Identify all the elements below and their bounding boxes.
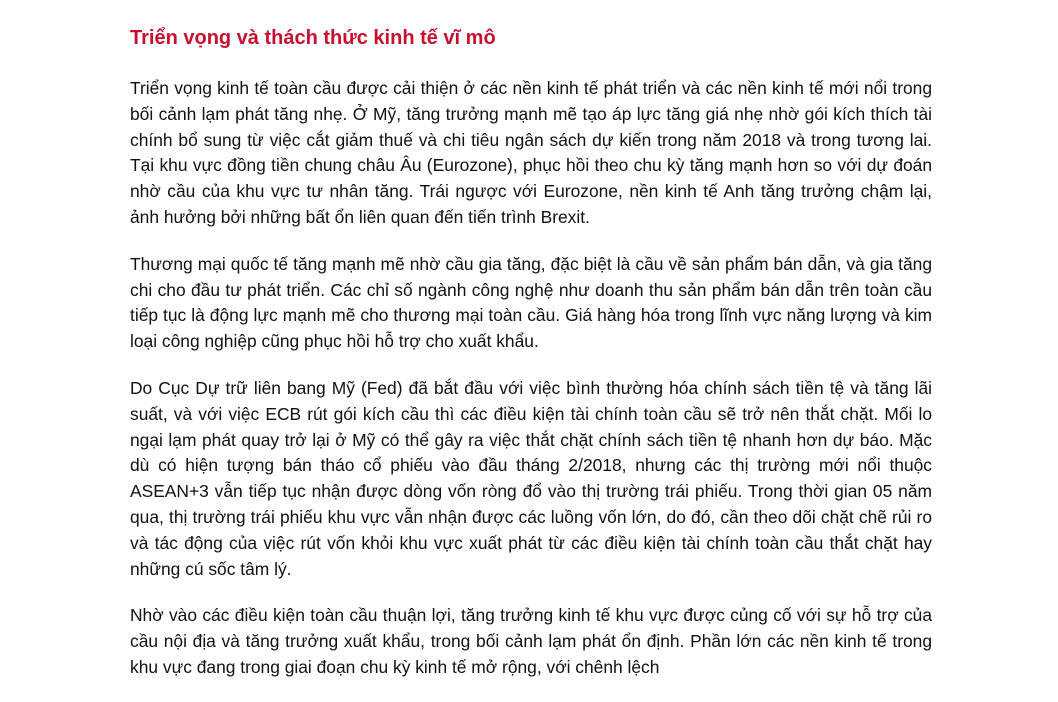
- paragraph-1: Triển vọng kinh tế toàn cầu được cải thiện ở các nền kinh tế phát triển và các nền kinh tế mới nổi trong bối cảnh lạm phát tăng nhẹ. Ở Mỹ, tăng trưởng mạnh mẽ tạo áp lực tăng giá nhẹ nhờ gói kích thích tài chính bổ sung từ việc cắt giảm thuế và chi tiêu ngân sách dự kiến trong năm 2018 và trong tương lai. Tại khu vực đồng tiền chung châu Âu (Eurozone), phục hồi theo chu kỳ tăng mạnh hơn so với dự đoán nhờ cầu của khu vực tư nhân tăng. Trái ngược với Eurozone, nền kinh tế Anh tăng trưởng chậm lại, ảnh hưởng bởi những bất ổn liên quan đến tiến trình Brexit.: [130, 78, 932, 227]
- paragraph-3: Do Cục Dự trữ liên bang Mỹ (Fed) đã bắt đầu với việc bình thường hóa chính sách tiền tệ và tăng lãi suất, và với việc ECB rút gói kích cầu thì các điều kiện tài chính toàn cầu sẽ trở nên thắt chặt. Mối lo ngại lạm phát quay trở lại ở Mỹ có thể gây ra việc thắt chặt chính sách tiền tệ nhanh hơn dự báo. Mặc dù có hiện tượng bán tháo cổ phiếu vào đầu tháng 2/2018, nhưng các thị trường mới nổi thuộc ASEAN+3 vẫn tiếp tục nhận được dòng vốn ròng đổ vào thị trường trái phiếu. Trong thời gian 05 năm qua, thị trường trái phiếu khu vực vẫn nhận được các luồng vốn lớn, do đó, cần theo dõi chặt chẽ rủi ro và tác động của việc rút vốn khỏi khu vực xuất phát từ các điều kiện tài chính toàn cầu thắt chặt hay những cú sốc tâm lý.: [130, 377, 932, 579]
- section-heading: Triển vọng và thách thức kinh tế vĩ mô: [130, 27, 496, 49]
- document-page: [130, 24, 932, 702]
- paragraph-4: Nhờ vào các điều kiện toàn cầu thuận lợi, tăng trưởng kinh tế khu vực được củng cố với sự hỗ trợ của cầu nội địa và tăng trưởng xuất khẩu, trong bối cảnh lạm phát ổn định. Phần lớn các nền kinh tế trong khu vực đang trong giai đoạn chu kỳ kinh tế mở rộng, với chênh lệch: [130, 605, 932, 677]
- paragraph-2: Thương mại quốc tế tăng mạnh mẽ nhờ cầu gia tăng, đặc biệt là cầu về sản phẩm bán dẫn, và gia tăng chi cho đầu tư phát triển. Các chỉ số ngành công nghệ như doanh thu sản phẩm bán dẫn trên toàn cầu tiếp tục là động lực mạnh mẽ cho thương mại toàn cầu. Giá hàng hóa trong lĩnh vực năng lượng và kim loại công nghiệp cũng phục hồi hỗ trợ cho xuất khẩu.: [130, 253, 932, 352]
